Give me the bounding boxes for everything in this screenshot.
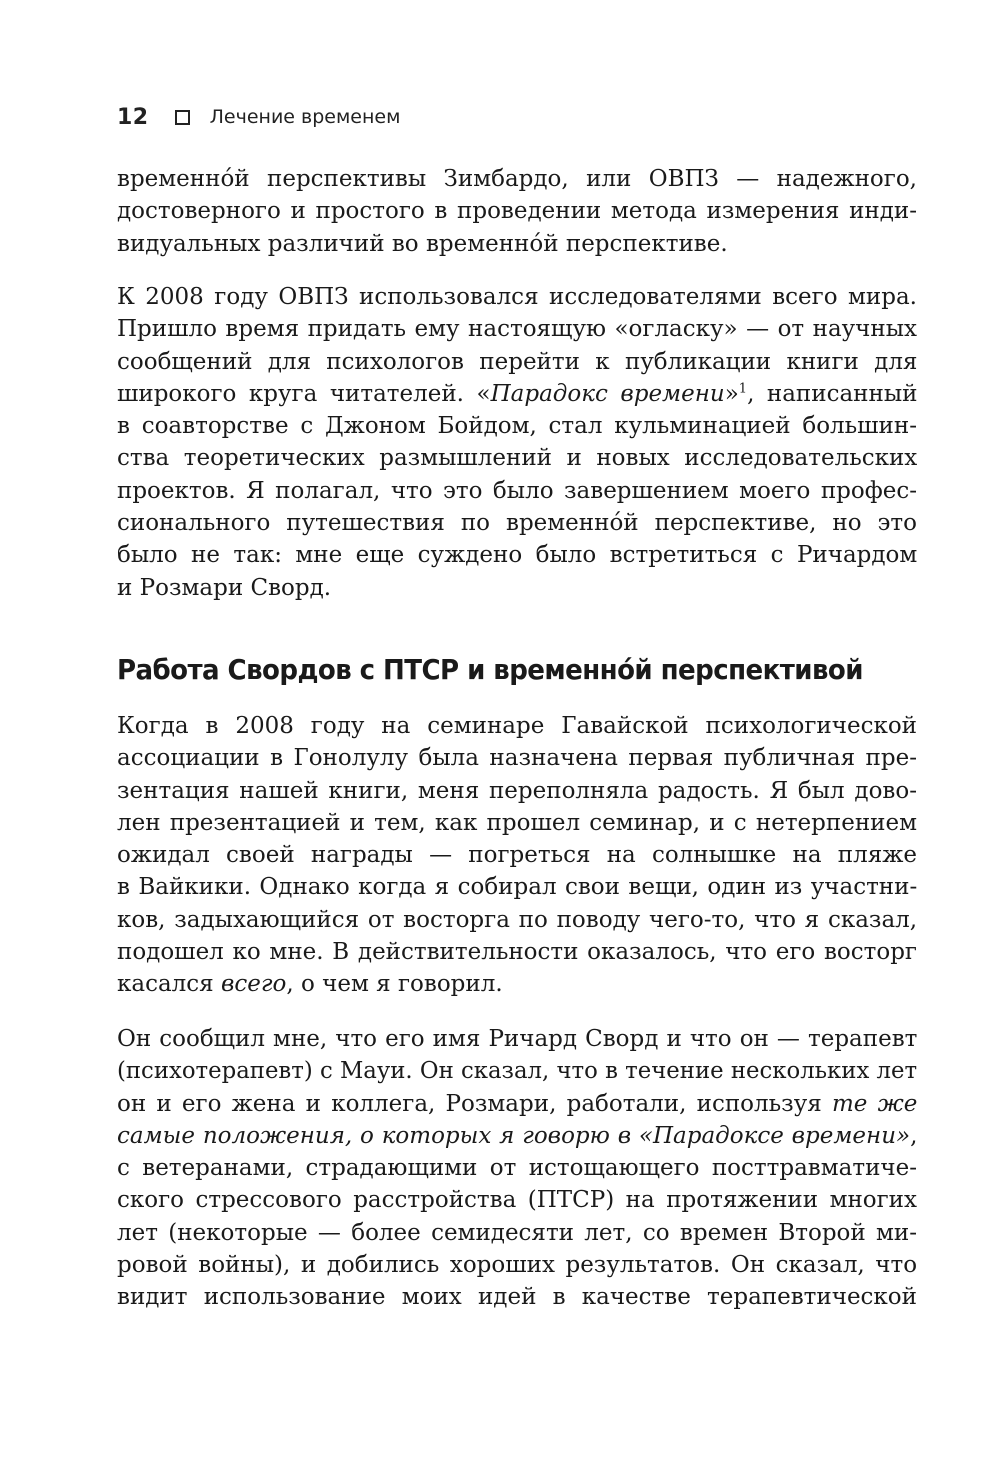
text-line: Он сообщил мне, что его имя Ричард Сворд и что он — терапевт (117, 1026, 918, 1052)
text-line: сионального путешествия по временнóй перспективе, но это (117, 510, 917, 537)
emphasis-italic: всего (221, 971, 287, 998)
emphasis-italic: те же (831, 1090, 918, 1117)
paragraph-4 (117, 1023, 917, 1314)
text-line: сообщений для психологов перейти к публикации книги для (117, 348, 918, 375)
text-line: временнóй перспективы Зимбардо, или ОВПЗ — надежного, (117, 166, 917, 192)
text-line: проектов. Я полагал, что это было завершением моего профес- (117, 477, 917, 504)
text-line: видуальных различий во временнóй перспективе. (117, 230, 728, 257)
text-line (117, 968, 917, 1000)
emphasis-italic: самые положения, о которых я говорю в «Парадоксе времени» (117, 1122, 911, 1149)
paragraph-1 (117, 163, 917, 260)
paragraph-2 (117, 281, 917, 604)
text-line: ства теоретических размышлений и новых исследовательских (117, 445, 918, 472)
text-run: широкого круга читателей. « (117, 380, 491, 407)
running-header (117, 101, 400, 133)
text-line: ассоциации в Гонолулу была назначена первая публичная пре- (117, 745, 917, 772)
text-line: К 2008 году ОВПЗ использовался исследователями всего мира. (117, 284, 917, 310)
text-line: лен презентацией и тем, как прошел семинар, и с нетерпением (117, 809, 917, 836)
text-line: ского стрессового расстройства (ПТСР) на протяжении многих (117, 1187, 917, 1214)
text-run: он и его жена и коллега, Розмари, работали, используя (117, 1090, 832, 1117)
text-line (117, 1088, 917, 1120)
page-number: 12 (117, 104, 149, 130)
text-line (117, 1120, 917, 1152)
text-run: , написанный (747, 380, 918, 407)
text-line: подошел ко мне. В действительности оказалось, что его восторг (117, 939, 917, 966)
text-line: (психотерапевт) с Мауи. Он сказал, что в течение нескольких лет (117, 1058, 918, 1085)
text-line: Пришло время придать ему настоящую «огласку» — от научных (117, 316, 917, 343)
text-line: видит использование моих идей в качестве терапевтической (117, 1284, 917, 1311)
text-run: » (724, 380, 739, 407)
text-line: зентация нашей книги, меня переполняла радость. Я был дово- (117, 777, 917, 804)
text-line: с ветеранами, страдающими от истощающего посттравматиче- (117, 1155, 917, 1182)
text-line: и Розмари Сворд. (117, 574, 332, 601)
text-line: ожидал своей награды — погреться на солнышке на пляже (117, 842, 917, 869)
text-line: в соавторстве с Джоном Бойдом, стал кульминацией большин- (117, 413, 917, 440)
text-line (117, 378, 917, 410)
text-run: касался (117, 971, 221, 998)
text-line: лет (некоторые — более семидесяти лет, со времен Второй ми- (117, 1219, 918, 1246)
text-line: ровой войны), и добились хороших результатов. Он сказал, что (117, 1252, 918, 1279)
footnote-marker: 1 (738, 381, 748, 397)
text-line: ков, задыхающийся от восторга по поводу чего-то, что я сказал, (117, 906, 918, 933)
text-line: в Вайкики. Однако когда я собирал свои вещи, один из участни- (117, 874, 918, 901)
text-line: Когда в 2008 году на семинаре Гавайской психологической (117, 713, 917, 739)
book-title-italic: Парадокс времени (490, 380, 725, 407)
paragraph-3 (117, 710, 917, 1001)
text-line: было не так: мне еще суждено было встретиться с Ричардом (117, 542, 918, 569)
running-title: Лечение временем (209, 106, 401, 128)
text-line: достоверного и простого в проведении метода измерения инди- (117, 198, 917, 225)
text-run: , о чем я говорил. (286, 971, 503, 998)
section-heading: Работа Свордов с ПТСР и временнóй перспективой (117, 653, 863, 686)
text-run: , (910, 1122, 918, 1149)
square-bullet-icon (175, 110, 190, 125)
